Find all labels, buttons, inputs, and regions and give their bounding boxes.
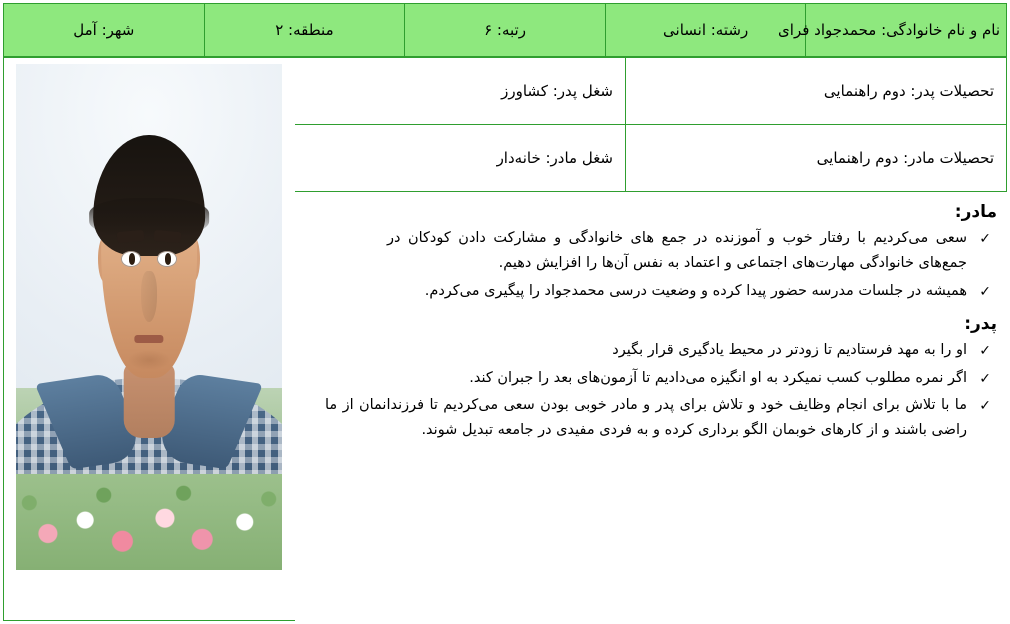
parents-info-table bbox=[244, 57, 1007, 192]
mouth bbox=[134, 335, 163, 343]
mother-section bbox=[295, 202, 1007, 304]
list-item bbox=[325, 338, 993, 363]
list-item-text: ما با تلاش برای انجام وظایف خود و تلاش برای پدر و مادر خوبی بودن سعی می‌کردیم تا فرزندانمان از ما راضی باشند و از کارهای خوبمان الگو برداری کرده و به فردی مفیدی در جامعه تبدیل شوند. bbox=[325, 396, 967, 439]
father-section bbox=[295, 314, 1007, 444]
header-cell-region: منطقه: ۲ bbox=[204, 4, 405, 57]
list-item bbox=[387, 226, 993, 277]
father-job-cell: شغل پدر: کشاورز bbox=[245, 58, 626, 125]
list-item-text: سعی می‌کردیم با رفتار خوب و آموزنده در جمع های خانوادگی و مشارکت دادن کودکان در جمع‌های خانوادگی مهارت‌های اجتماعی و اعتماد به نفس آن‌ها را افزایش دهیم. bbox=[387, 230, 967, 272]
check-icon: ✓ bbox=[979, 397, 991, 414]
eyebrow-left bbox=[117, 230, 144, 243]
photo-cell bbox=[3, 57, 295, 621]
table-row bbox=[4, 4, 1007, 57]
floral-foreground bbox=[16, 474, 282, 570]
eye-right bbox=[157, 251, 177, 267]
document-body bbox=[3, 57, 1007, 621]
list-item bbox=[387, 279, 993, 304]
father-education-cell: تحصیلات پدر: دوم راهنمایی bbox=[626, 58, 1007, 125]
chin-shadow bbox=[128, 350, 171, 370]
list-item-text: اگر نمره مطلوب کسب نمیکرد به او انگیزه می‌دادیم تا آزمون‌های بعد را جبران کند. bbox=[469, 369, 967, 386]
header-cell-name: نام و نام خانوادگی: محمدجواد فرای bbox=[806, 4, 1007, 57]
header-cell-rank: رتبه: ۶ bbox=[405, 4, 606, 57]
list-item bbox=[325, 366, 993, 391]
father-heading: پدر: bbox=[964, 314, 997, 335]
student-header-table bbox=[3, 3, 1007, 57]
table-row bbox=[245, 125, 1007, 192]
student-portrait-photo bbox=[16, 64, 282, 570]
list-item-text: همیشه در جلسات مدرسه حضور پیدا کرده و وضعیت درسی محمدجواد را پیگیری می‌کردم. bbox=[424, 282, 967, 299]
mother-bullet-list bbox=[387, 226, 993, 304]
header-cell-city: شهر: آمل bbox=[4, 4, 205, 57]
list-item-text: او را به مهد فرستادیم تا زودتر در محیط یادگیری قرار بگیرد bbox=[612, 342, 967, 359]
header-cell-field: رشته: انسانی bbox=[605, 4, 806, 57]
nose bbox=[141, 271, 157, 322]
eyebrow-right bbox=[154, 230, 181, 243]
list-item bbox=[325, 393, 993, 444]
content-column bbox=[295, 57, 1007, 621]
mother-education-cell: تحصیلات مادر: دوم راهنمایی bbox=[626, 125, 1007, 192]
check-icon: ✓ bbox=[979, 283, 991, 300]
check-icon: ✓ bbox=[979, 370, 991, 387]
mother-heading: مادر: bbox=[954, 202, 997, 222]
father-bullet-list bbox=[325, 338, 993, 444]
check-icon: ✓ bbox=[979, 343, 991, 360]
eye-left bbox=[121, 251, 141, 267]
mother-job-cell: شغل مادر: خانه‌دار bbox=[245, 125, 626, 192]
table-row bbox=[245, 58, 1007, 125]
check-icon: ✓ bbox=[979, 231, 991, 247]
